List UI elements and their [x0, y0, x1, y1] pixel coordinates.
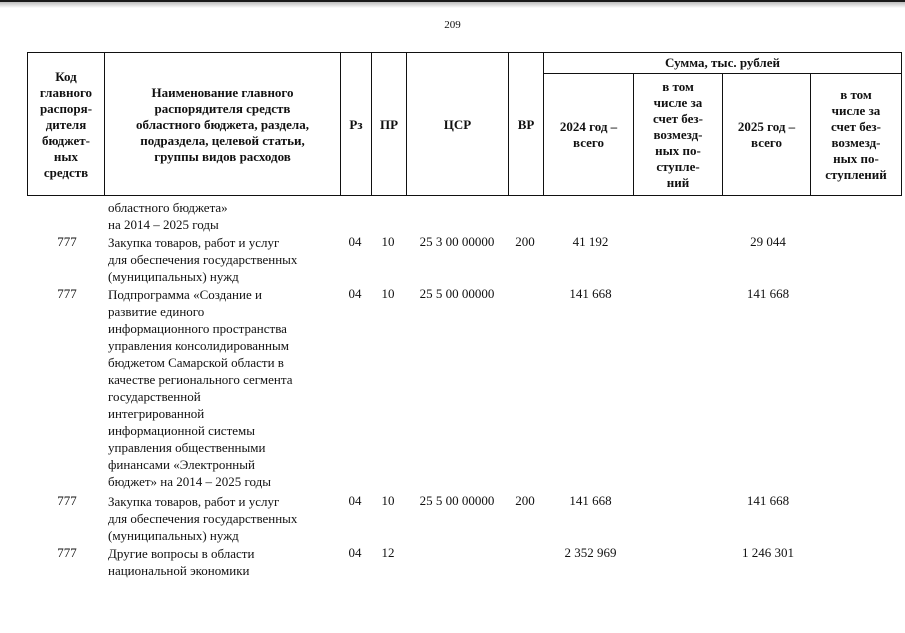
row-2025-total: 141 668: [746, 493, 790, 508]
row-code: 777: [57, 234, 77, 249]
scan-edge-shadow: [0, 2, 905, 8]
row-code: 777: [57, 286, 77, 301]
row-rz: 04: [348, 286, 362, 301]
row-rz: 04: [348, 234, 362, 249]
header-pr: ПР: [379, 116, 399, 132]
row-rz: 04: [348, 545, 362, 560]
row-csr: 25 5 00 00000: [419, 286, 495, 301]
col-border: [901, 52, 902, 196]
row-pr: 10: [381, 493, 395, 508]
header-bottom-rule: [27, 195, 902, 196]
row-pr: 12: [381, 545, 395, 560]
header-2025-total: 2025 год – всего: [737, 118, 796, 150]
table-header: [27, 52, 902, 196]
header-2024-total: 2024 год – всего: [559, 118, 618, 150]
row-pr: 10: [381, 286, 395, 301]
row-2025-total: 141 668: [746, 286, 790, 301]
row-pr: 10: [381, 234, 395, 249]
header-code: Код главного распоря- дителя бюджет- ных средств: [39, 68, 93, 180]
row-name: Закупка товаров, работ и услуг для обеспечения государственных (муниципальных) нужд: [108, 235, 298, 284]
row-vr: 200: [515, 234, 535, 249]
header-2025-grants: в том числе за счет без- возмезд- ных по- ступлений: [825, 86, 887, 182]
row-rz: 04: [348, 493, 362, 508]
row-vr: 200: [515, 493, 535, 508]
row-2025-total: 1 246 301: [742, 545, 794, 560]
header-sum-group: Сумма, тыс. рублей: [665, 55, 780, 70]
row-2025-total: 29 044: [750, 234, 786, 249]
header-name: Наименование главного распорядителя средств областного бюджета, раздела, подраздела, целевой статьи, группы видов расходов: [136, 84, 309, 164]
row-name: Подпрограмма «Создание и развитие единого информационного пространства управления консолидированным бюджетом Самарской области в качестве регионального сегмента государственной интегрированной информационной системы управления общественными финансами «Электронный бюджет» на 2014 – 2025 годы: [108, 287, 293, 489]
page-number: 209: [444, 19, 461, 31]
continuation-text: областного бюджета» на 2014 – 2025 годы: [108, 200, 228, 232]
row-2024-total: 141 668: [569, 493, 612, 508]
row-csr: 25 3 00 00000: [419, 234, 495, 249]
header-rz: Рз: [349, 116, 363, 132]
row-2024-total: 2 352 969: [564, 545, 617, 560]
header-csr: ЦСР: [443, 116, 472, 132]
row-code: 777: [57, 493, 77, 508]
row-csr: 25 5 00 00000: [419, 493, 495, 508]
row-name: Другие вопросы в области национальной экономики: [108, 546, 255, 578]
header-2024-grants: в том числе за счет без- возмезд- ных по- ступле- ний: [653, 78, 703, 190]
header-vr: ВР: [517, 116, 535, 132]
row-code: 777: [57, 545, 77, 560]
row-2024-total: 141 668: [569, 286, 612, 301]
row-name: Закупка товаров, работ и услуг для обеспечения государственных (муниципальных) нужд: [108, 494, 298, 543]
row-2024-total: 41 192: [572, 234, 609, 249]
